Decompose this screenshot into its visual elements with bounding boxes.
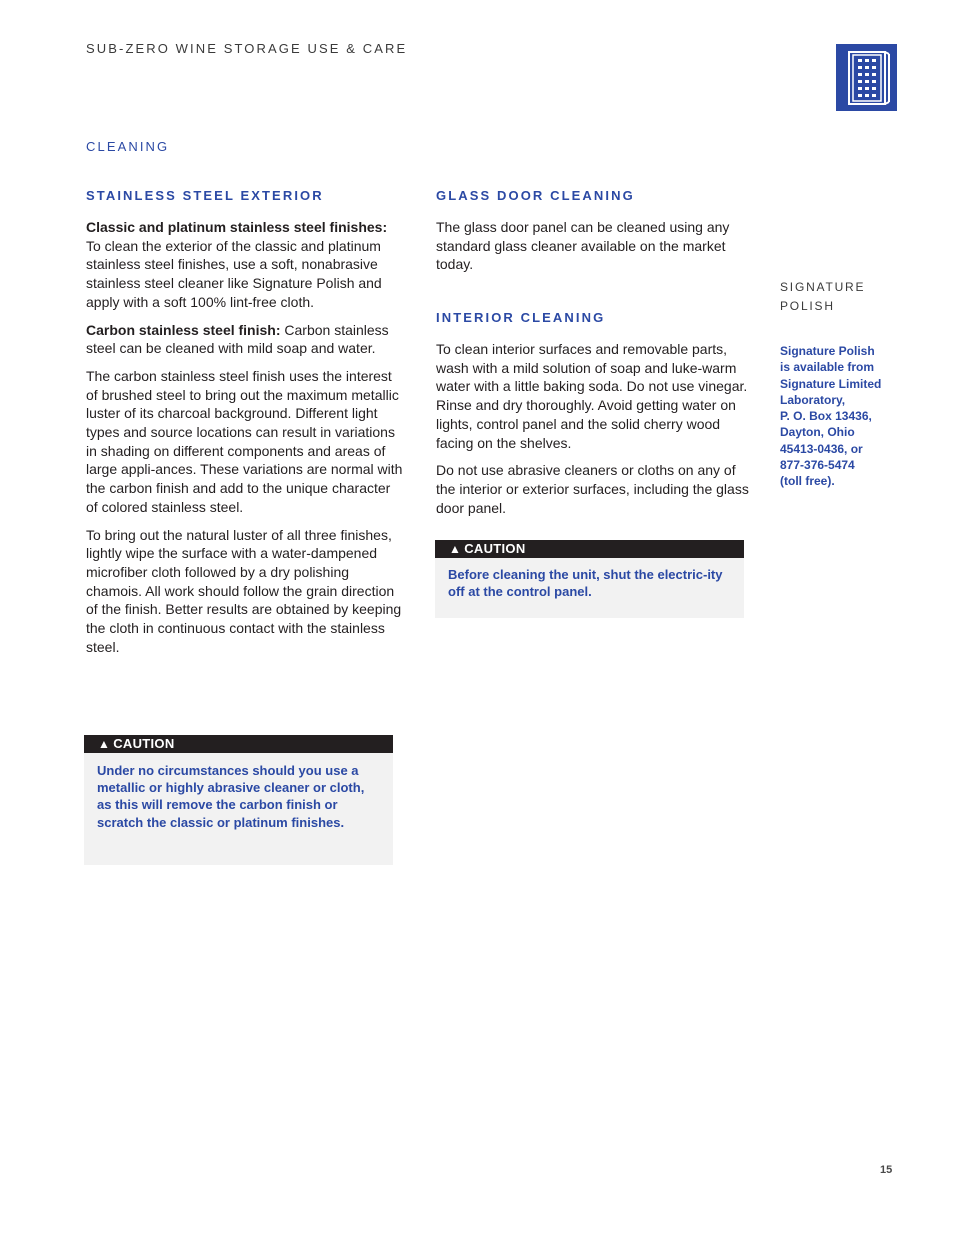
caution-label: CAUTION — [464, 541, 526, 556]
stainless-body — [86, 218, 404, 665]
stainless-heading: STAINLESS STEEL EXTERIOR — [86, 188, 324, 203]
note-line: Signature Polish — [780, 344, 875, 358]
stainless-p2-text: Carbon stainless steel can be cleaned with mild soap and water. — [86, 321, 389, 357]
signature-polish-note — [780, 343, 910, 490]
caution-label: CAUTION — [113, 736, 175, 751]
stainless-p2-bold: Carbon stainless steel finish: — [86, 321, 281, 338]
stainless-p1-bold: Classic and platinum stainless steel finishes: — [86, 219, 388, 235]
note-line: Dayton, Ohio — [780, 425, 855, 440]
glass-heading: GLASS DOOR CLEANING — [436, 188, 635, 203]
caution-header — [84, 735, 393, 753]
page-number: 15 — [880, 1164, 893, 1176]
interior-p1: To clean interior surfaces and removable parts, wash with a mild solution of soap and luke-warm water with a little baking soda. Do not use vinegar. Rinse and dry thoroughly. Avoid getting water on lights, control panel and the solid cherry wood facing on the shelves. — [436, 341, 748, 451]
stainless-p2 — [86, 321, 404, 358]
running-head: SUB-ZERO WINE STORAGE USE & CARE — [86, 41, 408, 56]
stainless-p1 — [86, 218, 404, 312]
interior-p2: Do not use abrasive cleaners or cloths on any of the interior or exterior surfaces, including the glass door panel. — [436, 462, 749, 516]
note-line: Laboratory, — [780, 392, 846, 407]
note-line: (toll free). — [780, 474, 835, 489]
interior-body — [436, 340, 756, 526]
note-line: P. O. Box 13436, — [780, 409, 872, 424]
signature-polish-label — [780, 278, 865, 315]
glass-body — [436, 218, 756, 283]
warning-icon: ▲ — [98, 737, 111, 751]
caution-box-interior — [435, 540, 744, 618]
glass-p1: The glass door panel can be cleaned using any standard glass cleaner available on the market today. — [436, 219, 730, 273]
note-line: is available from — [780, 360, 875, 375]
caution-text: Before cleaning the unit, shut the electric-ity off at the control panel. — [448, 567, 723, 600]
side-label-line: POLISH — [780, 298, 835, 313]
wine-storage-icon — [836, 44, 897, 111]
note-line: Signature Limited — [780, 376, 882, 391]
warning-icon: ▲ — [449, 542, 462, 556]
note-line: 45413-0436, or — [780, 441, 863, 456]
caution-box-stainless — [84, 735, 393, 865]
stainless-p3: The carbon stainless steel finish uses the interest of brushed steel to bring out the maximum metallic luster of its charcoal background. Different light types and source locations can result in variations in shading on different components and areas of large appli-ances. These variations are normal with the carbon finish and add to the unique character of colored stainless steel. — [86, 367, 403, 515]
section-title: CLEANING — [86, 139, 170, 154]
caution-text: Under no circumstances should you use a metallic or highly abrasive cleaner or cloth, as this will remove the carbon finish or scratch the classic or platinum finishes. — [97, 763, 365, 830]
stainless-p1-text: To clean the exterior of the classic and platinum stainless steel finishes, use a soft, nonabrasive stainless steel cleaner like Signature Polish and apply with a soft 100% lint-free cloth. — [86, 237, 382, 310]
caution-header — [435, 540, 744, 558]
side-label-line: SIGNATURE — [780, 280, 866, 294]
stainless-p4: To bring out the natural luster of all three finishes, lightly wipe the surface with a water-dampened microfiber cloth followed by a dry polishing chamois. All work should follow the grain direction of the finish. Better results are obtained by keeping the cloth in continuous contact with the stainless steel. — [86, 526, 402, 655]
note-line: 877-376-5474 — [780, 458, 855, 473]
interior-heading: INTERIOR CLEANING — [436, 310, 606, 325]
